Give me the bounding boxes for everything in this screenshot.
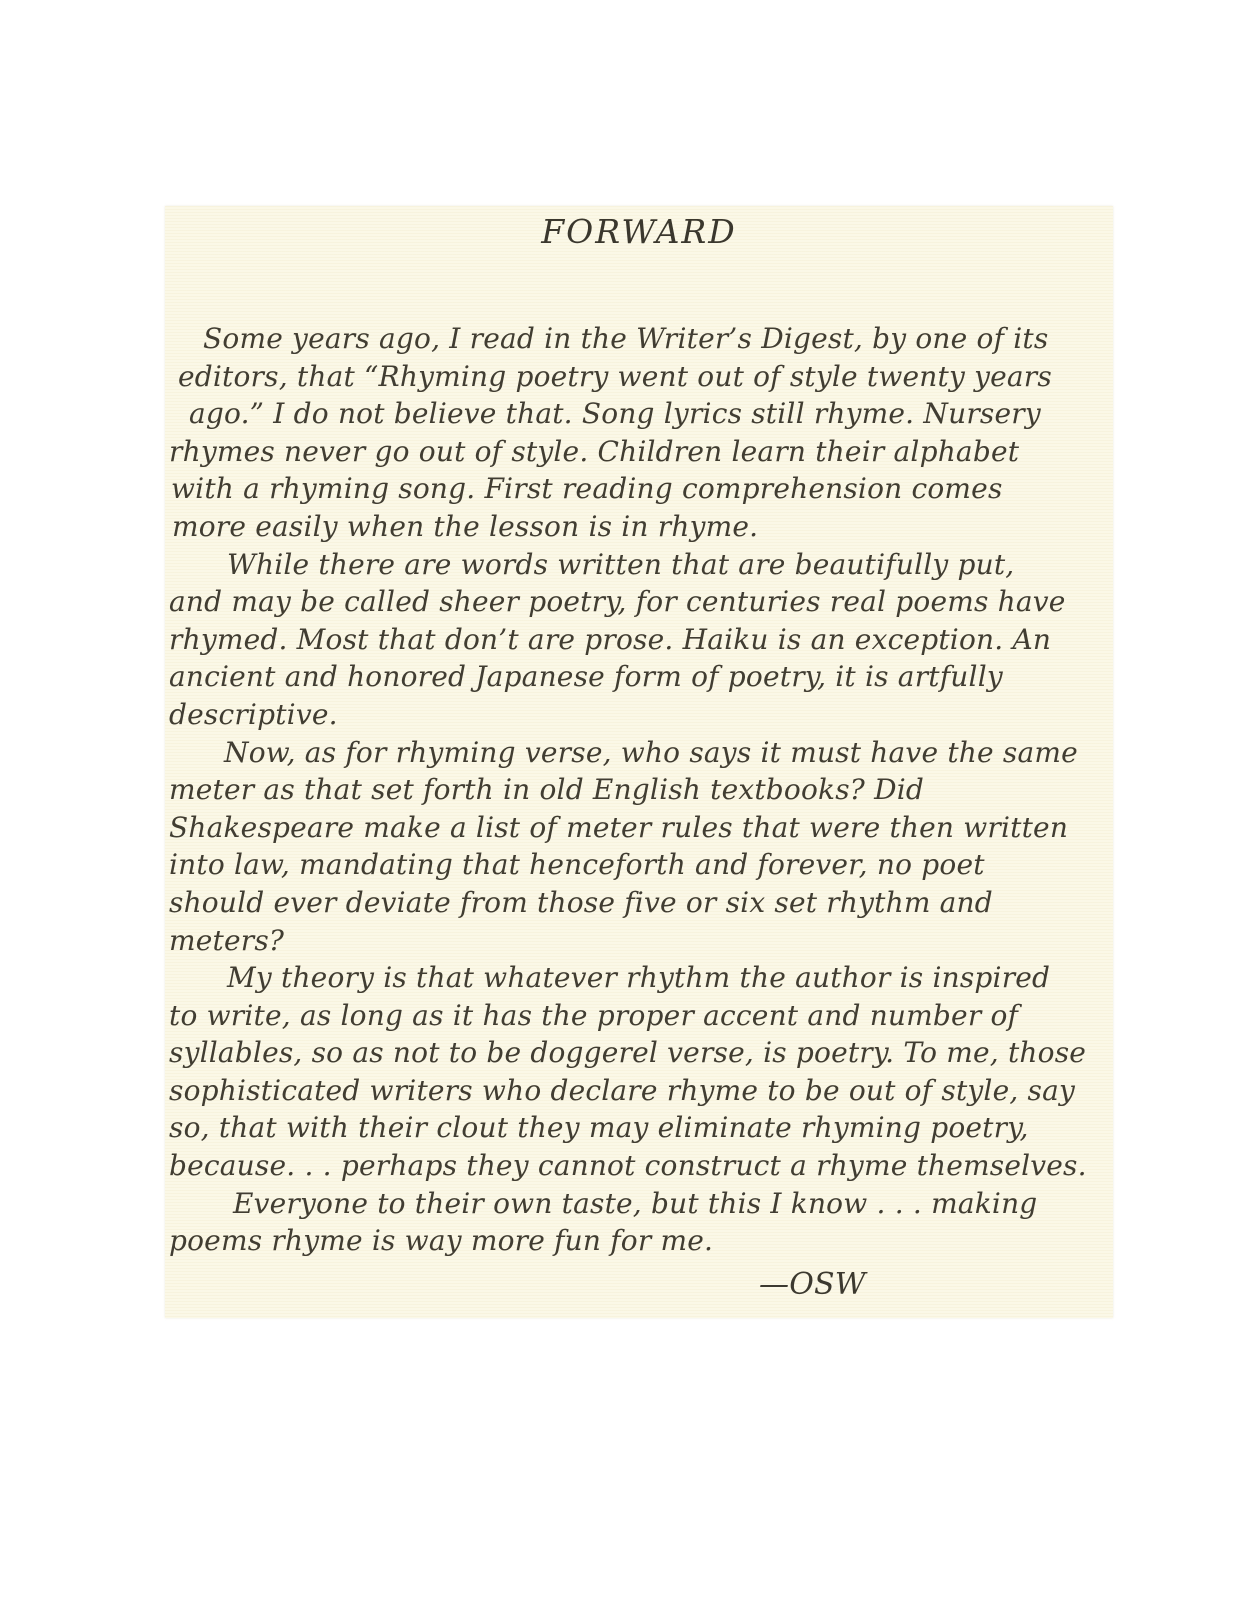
text-line: My theory is that whatever rhythm the author is inspired — [227, 961, 1051, 995]
text-line: Shakespeare make a list of meter rules that were then written — [169, 810, 1069, 844]
text-line: poems rhyme is way more fun for me. — [169, 1224, 714, 1258]
text-line: meters? — [169, 923, 285, 957]
text-line: into law, mandating that henceforth and forever, no poet — [169, 848, 985, 882]
text-line: rhymed. Most that don’t are prose. Haiku is an exception. An — [169, 622, 1052, 656]
text-line: rhymes never go out of style. Children learn their alphabet — [169, 434, 1020, 468]
text-line: syllables, so as not to be doggerel verse, is poetry. To me, those — [169, 1036, 1087, 1070]
text-line: to write, as long as it has the proper accent and number of — [169, 998, 1019, 1032]
text-line: descriptive. — [169, 697, 338, 731]
text-line: and may be called sheer poetry, for centuries real poems have — [169, 585, 1066, 619]
scanned-book-page — [165, 206, 1113, 1318]
text-line: more easily when the lesson is in rhyme. — [172, 509, 759, 543]
page-title: FORWARD — [541, 212, 737, 251]
foreword-text — [169, 320, 1103, 1303]
author-initials: —OSW — [759, 1266, 866, 1302]
text-line: Everyone to their own taste, but this I know . . . making — [233, 1186, 1038, 1220]
text-line: because. . . perhaps they cannot construct a rhyme themselves. — [169, 1149, 1087, 1183]
text-line: ancient and honored Japanese form of poetry, it is artfully — [169, 660, 1003, 694]
text-line: While there are words written that are beautifully put, — [227, 547, 1015, 581]
text-line: so, that with their clout they may eliminate rhyming poetry, — [169, 1111, 1029, 1145]
text-line: meter as that set forth in old English textbooks? Did — [169, 773, 925, 807]
text-line: editors, that “Rhyming poetry went out of style twenty years — [178, 359, 1052, 393]
text-line: should ever deviate from those five or six set rhythm and — [169, 885, 993, 919]
text-line: sophisticated writers who declare rhyme to be out of style, say — [169, 1073, 1076, 1107]
text-line: Some years ago, I read in the Writer’s Digest, by one of its — [203, 322, 1049, 355]
text-line: with a rhyming song. First reading comprehension comes — [171, 472, 1003, 506]
text-line: Now, as for rhyming verse, who says it must have the same — [224, 735, 1078, 769]
text-line: ago.” I do not believe that. Song lyrics still rhyme. Nursery — [189, 397, 1041, 431]
